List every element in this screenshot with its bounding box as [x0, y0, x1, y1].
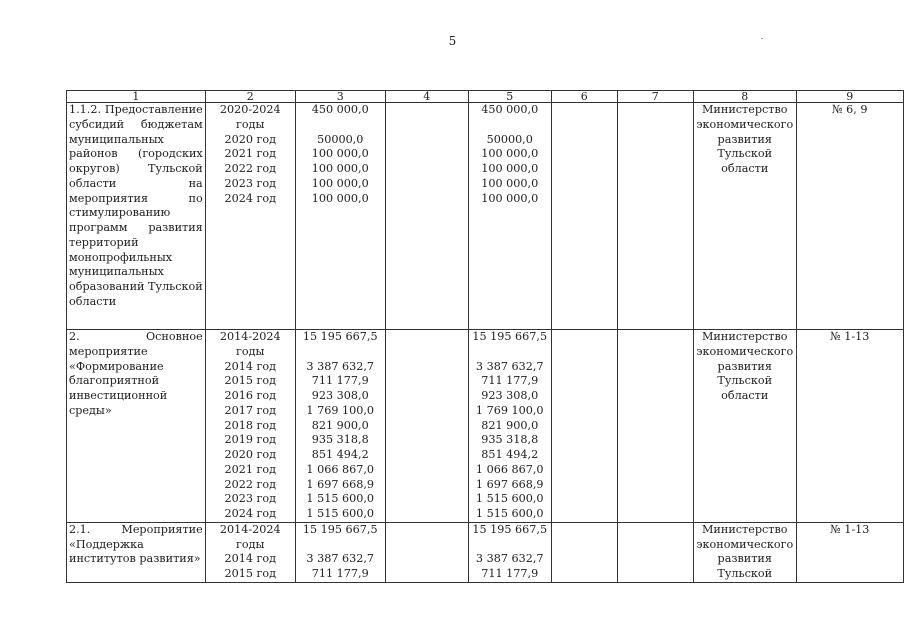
period-line: 2014-2024 [219, 330, 281, 343]
period-line: 2023 год [224, 492, 276, 506]
measure-name-line: программ развития [69, 221, 203, 234]
responsible-cell [693, 330, 796, 523]
col6-cell [551, 522, 617, 582]
period-line: 2021 год [224, 462, 276, 476]
measure-name-line: стимулированию [69, 206, 171, 220]
period-line: 2017 год [224, 403, 276, 417]
measure-name-line: 1.1.2. Предоставление [69, 103, 203, 116]
amount-line: 100 000,0 [311, 162, 369, 175]
amount-regional-cell [468, 330, 551, 523]
measure-name-cell [67, 330, 206, 523]
responsible-cell [693, 522, 796, 582]
amount-line: 450 000,0 [311, 103, 369, 116]
amount-line: 923 308,0 [481, 389, 539, 402]
period-line: годы [236, 537, 265, 551]
measure-name-line: монопрофильных [69, 250, 173, 264]
col7-cell [617, 103, 693, 330]
amount-line [298, 345, 383, 360]
amount-line: 3 387 632,7 [475, 552, 544, 566]
measure-name-line: муниципальных [69, 265, 164, 279]
measure-name-line: мероприятие [69, 344, 148, 358]
amount-line: 711 177,9 [481, 374, 539, 388]
header-col-6: 6 [551, 91, 617, 103]
col6-cell [551, 330, 617, 523]
amount-line: 923 308,0 [311, 389, 369, 402]
program-measures-table [66, 90, 904, 583]
amount-line: 1 769 100,0 [475, 403, 544, 417]
amount-line: 1 697 668,9 [306, 477, 375, 491]
amount-line: 711 177,9 [311, 374, 369, 388]
amount-line: 711 177,9 [311, 567, 369, 580]
period-line: 2020-2024 [219, 103, 281, 116]
header-col-1: 1 [67, 91, 206, 103]
period-line: 2024 год [224, 507, 276, 520]
measure-name-line: благоприятной [69, 374, 160, 388]
amount-line: 450 000,0 [481, 103, 539, 116]
amount-line: 851 494,2 [481, 448, 539, 461]
measure-name-line: инвестиционной [69, 389, 168, 402]
responsible-line: Тульской [717, 147, 773, 161]
col7-cell [617, 330, 693, 523]
amount-line: 935 318,8 [481, 433, 539, 447]
period-line: 2015 год [224, 374, 276, 388]
measure-name-line: районов (городских [69, 147, 203, 161]
amount-line: 100 000,0 [311, 176, 369, 190]
amount-line: 711 177,9 [481, 567, 539, 580]
amount-line: 15 195 667,5 [472, 522, 548, 536]
indicator-ref: № 1-13 [830, 522, 870, 536]
amount-line: 100 000,0 [481, 176, 539, 190]
amount-line: 3 387 632,7 [306, 359, 375, 373]
col4-cell [385, 330, 468, 523]
col6-cell [551, 103, 617, 330]
amount-line: 1 515 600,0 [475, 492, 544, 506]
amount-line: 100 000,0 [311, 191, 369, 205]
col4-cell [385, 522, 468, 582]
responsible-line: Министерство [701, 330, 788, 343]
amount-line: 50000,0 [317, 132, 364, 146]
col7-cell [617, 522, 693, 582]
responsible-line: экономического [696, 344, 794, 358]
amount-total-cell [295, 522, 385, 582]
period-line: 2015 год [224, 567, 276, 580]
scan-speck [761, 38, 763, 39]
amount-line [298, 538, 383, 553]
amount-line: 851 494,2 [311, 448, 369, 461]
amount-line: 1 515 600,0 [306, 492, 375, 506]
measure-name-line: области [69, 294, 117, 308]
responsible-line: Министерство [701, 522, 788, 536]
amount-line: 821 900,0 [311, 418, 369, 432]
measure-name-line: институтов развития» [69, 552, 201, 566]
responsible-line: экономического [696, 117, 794, 131]
responsible-line: развития [717, 552, 772, 566]
amount-line: 100 000,0 [311, 147, 369, 161]
amount-line: 3 387 632,7 [306, 552, 375, 566]
measure-name-line: образований Тульской [69, 280, 203, 293]
period-line: 2014-2024 [219, 522, 281, 536]
measure-name-line: области на [69, 176, 203, 190]
indicator-ref: № 1-13 [830, 330, 870, 343]
amount-line: 1 515 600,0 [306, 507, 375, 520]
amount-line: 821 900,0 [481, 418, 539, 432]
header-col-9: 9 [796, 91, 903, 103]
amount-line: 100 000,0 [481, 147, 539, 161]
period-line: 2019 год [224, 433, 276, 447]
amount-line: 50000,0 [486, 132, 533, 146]
amount-regional-cell [468, 103, 551, 330]
amount-line: 15 195 667,5 [302, 330, 378, 343]
period-line: 2014 год [224, 359, 276, 373]
amount-line: 3 387 632,7 [475, 359, 544, 373]
period-line: 2021 год [224, 147, 276, 161]
responsible-line: экономического [696, 537, 794, 551]
period-line: 2018 год [224, 418, 276, 432]
period-line: 2014 год [224, 552, 276, 566]
amount-line: 935 318,8 [311, 433, 369, 447]
indicators-cell [796, 103, 903, 330]
responsible-line: области [721, 162, 769, 175]
amount-line: 1 769 100,0 [306, 403, 375, 417]
period-line: 2022 год [224, 162, 276, 175]
responsible-line: развития [717, 359, 772, 373]
table-row [67, 522, 904, 582]
responsible-line: Министерство [701, 103, 788, 116]
period-line: 2020 год [224, 448, 276, 461]
col4-cell [385, 103, 468, 330]
page-number: 5 [448, 34, 457, 48]
measure-name-cell [67, 522, 206, 582]
amount-line [471, 345, 549, 360]
header-col-4: 4 [385, 91, 468, 103]
measure-name-line: 2. Основное [69, 330, 203, 343]
measure-name-line: мероприятия по [69, 191, 203, 205]
period-line: 2023 год [224, 176, 276, 190]
indicator-ref: № 6, 9 [831, 103, 868, 116]
header-col-5: 5 [468, 91, 551, 103]
table-row [67, 103, 904, 330]
responsible-line: развития [717, 132, 772, 146]
amount-line: 100 000,0 [481, 162, 539, 175]
amount-line: 1 697 668,9 [475, 477, 544, 491]
header-col-2: 2 [205, 91, 295, 103]
period-line: 2020 год [224, 132, 276, 146]
period-line: годы [236, 344, 265, 358]
measure-name-line: муниципальных [69, 132, 164, 146]
period-line: 2024 год [224, 191, 276, 205]
measure-name-line: «Поддержка [69, 537, 144, 551]
table-header-row [67, 91, 904, 103]
header-col-3: 3 [295, 91, 385, 103]
measure-name-line: среды» [69, 403, 112, 417]
measure-name-line: округов) Тульской [69, 162, 203, 175]
table-row [67, 330, 904, 523]
amount-line: 1 066 867,0 [475, 462, 544, 476]
measure-name-cell [67, 103, 206, 330]
measure-name-line: «Формирование [69, 359, 164, 373]
period-line: 2022 год [224, 477, 276, 491]
amount-line [471, 538, 549, 553]
amount-line: 1 066 867,0 [306, 462, 375, 476]
period-line: 2016 год [224, 389, 276, 402]
period-line: годы [236, 117, 265, 131]
measure-name-line: 2.1. Мероприятие [69, 522, 203, 536]
amount-line: 1 515 600,0 [475, 507, 544, 520]
amount-line: 15 195 667,5 [302, 522, 378, 536]
period-cell [205, 330, 295, 523]
measure-name-line: территорий [69, 235, 139, 249]
header-col-8: 8 [693, 91, 796, 103]
amount-line [298, 118, 383, 133]
amount-total-cell [295, 330, 385, 523]
amount-line: 100 000,0 [481, 191, 539, 205]
responsible-line: области [721, 389, 769, 402]
responsible-cell [693, 103, 796, 330]
indicators-cell [796, 330, 903, 523]
header-col-7: 7 [617, 91, 693, 103]
responsible-line: Тульской [717, 374, 773, 388]
amount-line [471, 118, 549, 133]
amount-regional-cell [468, 522, 551, 582]
measure-name-line: субсидий бюджетам [69, 117, 203, 131]
period-cell [205, 103, 295, 330]
responsible-line: Тульской [717, 567, 773, 580]
amount-line: 15 195 667,5 [472, 330, 548, 343]
period-cell [205, 522, 295, 582]
indicators-cell [796, 522, 903, 582]
amount-total-cell [295, 103, 385, 330]
table-body [67, 91, 904, 583]
